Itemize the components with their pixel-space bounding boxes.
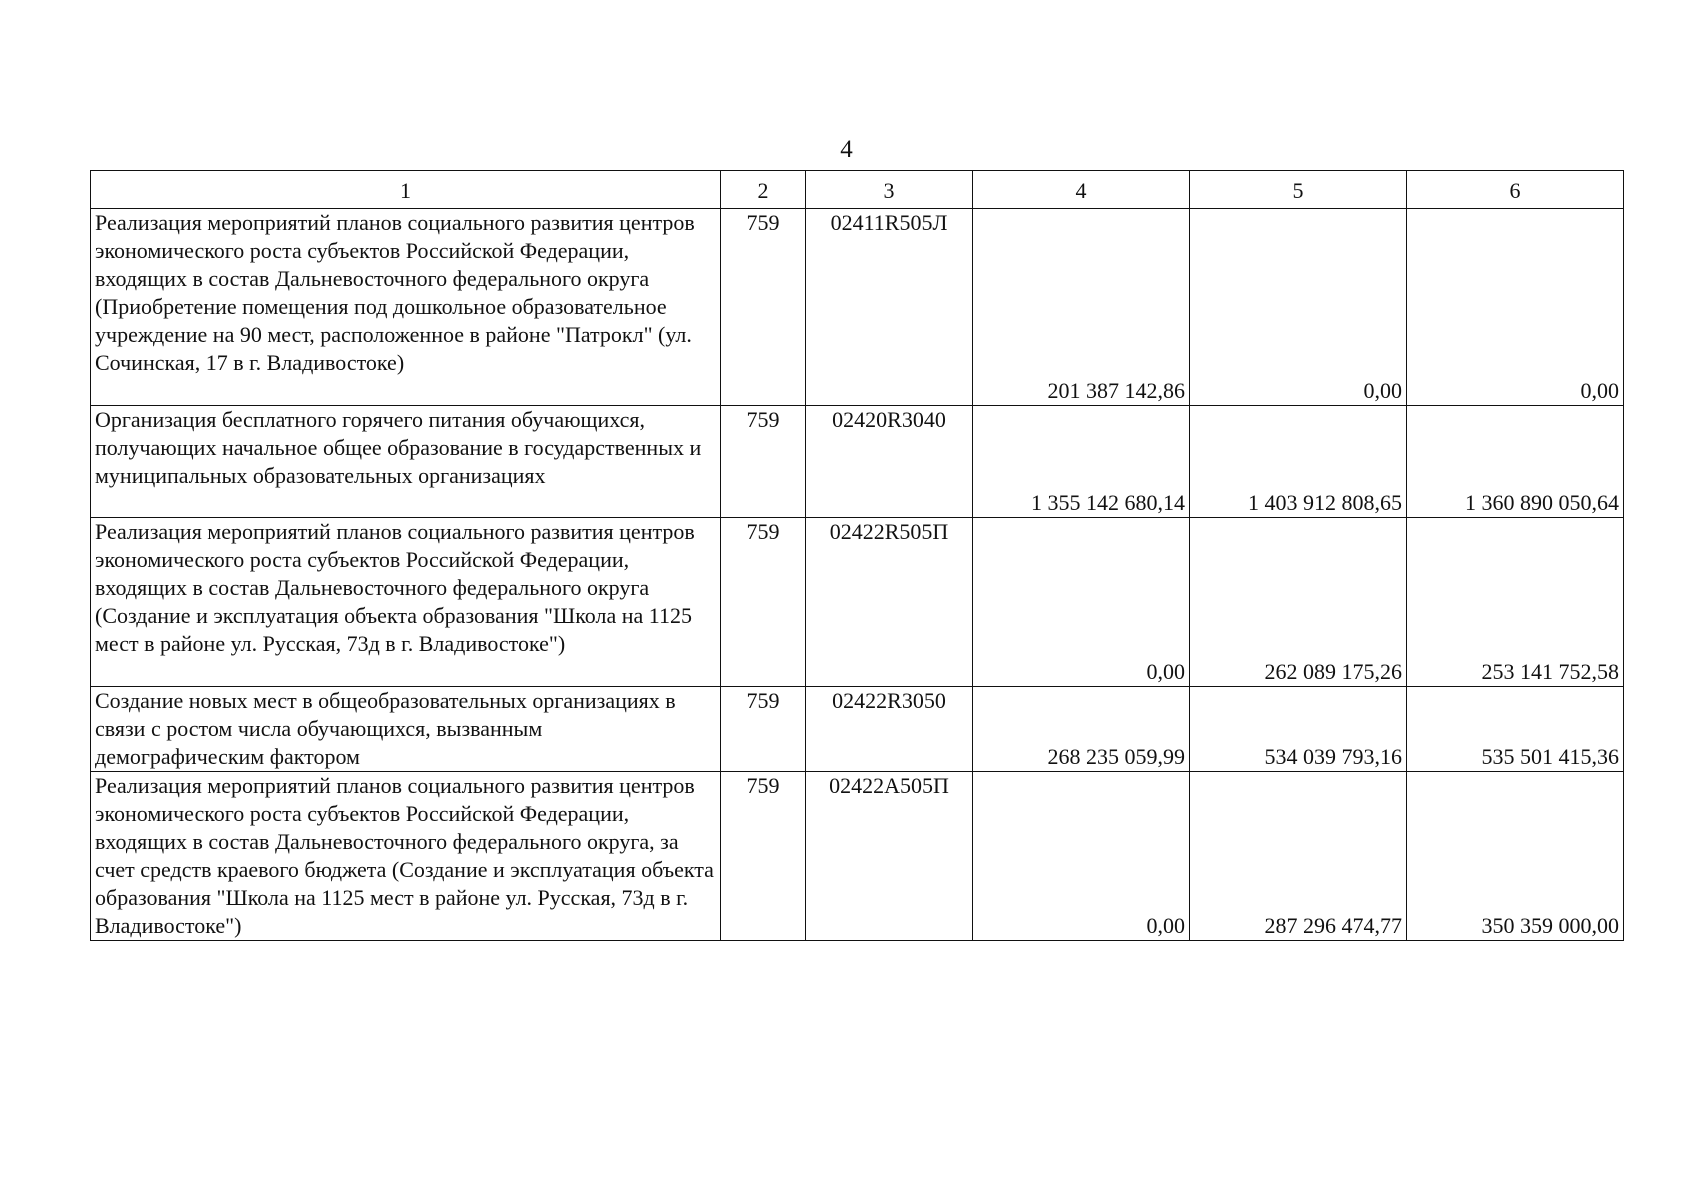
amount-column-5: 0,00 [1190, 209, 1407, 406]
amount-column-4: 0,00 [973, 518, 1190, 687]
target-article-code: 02422А505П [806, 772, 973, 941]
amount-column-4: 0,00 [973, 772, 1190, 941]
row-description: Реализация мероприятий планов социального развития центров экономического роста субъектов Российской Федерации, входящих в состав Дальневосточного федерального округа (Создание и эксплуатация объекта образования "Школа на 1125 мест в районе ул. Русская, 73д в г. Владивостоке") [91, 518, 721, 687]
amount-column-5: 1 403 912 808,65 [1190, 406, 1407, 518]
table-row [91, 518, 1624, 687]
target-article-code: 02420R3040 [806, 406, 973, 518]
row-description: Создание новых мест в общеобразовательных организациях в связи с ростом числа обучающихся, вызванным демографическим фактором [91, 687, 721, 772]
amount-column-6: 1 360 890 050,64 [1407, 406, 1624, 518]
target-article-code: 02422R505П [806, 518, 973, 687]
amount-column-5: 262 089 175,26 [1190, 518, 1407, 687]
row-description: Организация бесплатного горячего питания обучающихся, получающих начальное общее образование в государственных и муниципальных образовательных организациях [91, 406, 721, 518]
target-article-code: 02411R505Л [806, 209, 973, 406]
table-row [91, 687, 1624, 772]
amount-column-6: 0,00 [1407, 209, 1624, 406]
amount-column-4: 268 235 059,99 [973, 687, 1190, 772]
amount-column-4: 201 387 142,86 [973, 209, 1190, 406]
table-row [91, 209, 1624, 406]
row-description: Реализация мероприятий планов социального развития центров экономического роста субъектов Российской Федерации, входящих в состав Дальневосточного федерального округа, за счет средств краевого бюджета (Создание и эксплуатация объекта образования "Школа на 1125 мест в районе ул. Русская, 73д в г. Владивостоке") [91, 772, 721, 941]
column-header: 2 [721, 171, 806, 209]
target-article-code: 02422R3050 [806, 687, 973, 772]
page-number: 4 [840, 136, 853, 163]
ministry-code: 759 [721, 772, 806, 941]
column-header: 5 [1190, 171, 1407, 209]
ministry-code: 759 [721, 209, 806, 406]
ministry-code: 759 [721, 518, 806, 687]
budget-table [90, 170, 1624, 941]
column-header: 4 [973, 171, 1190, 209]
amount-column-6: 350 359 000,00 [1407, 772, 1624, 941]
column-header: 6 [1407, 171, 1624, 209]
column-header: 1 [91, 171, 721, 209]
amount-column-6: 535 501 415,36 [1407, 687, 1624, 772]
ministry-code: 759 [721, 687, 806, 772]
ministry-code: 759 [721, 406, 806, 518]
amount-column-4: 1 355 142 680,14 [973, 406, 1190, 518]
amount-column-5: 534 039 793,16 [1190, 687, 1407, 772]
amount-column-6: 253 141 752,58 [1407, 518, 1624, 687]
column-header: 3 [806, 171, 973, 209]
table-row [91, 772, 1624, 941]
table-row [91, 406, 1624, 518]
table-header-row [91, 171, 1624, 209]
row-description: Реализация мероприятий планов социального развития центров экономического роста субъектов Российской Федерации, входящих в состав Дальневосточного федерального округа (Приобретение помещения под дошкольное образовательное учреждение на 90 мест, расположенное в районе "Патрокл" (ул. Сочинская, 17 в г. Владивостоке) [91, 209, 721, 406]
amount-column-5: 287 296 474,77 [1190, 772, 1407, 941]
